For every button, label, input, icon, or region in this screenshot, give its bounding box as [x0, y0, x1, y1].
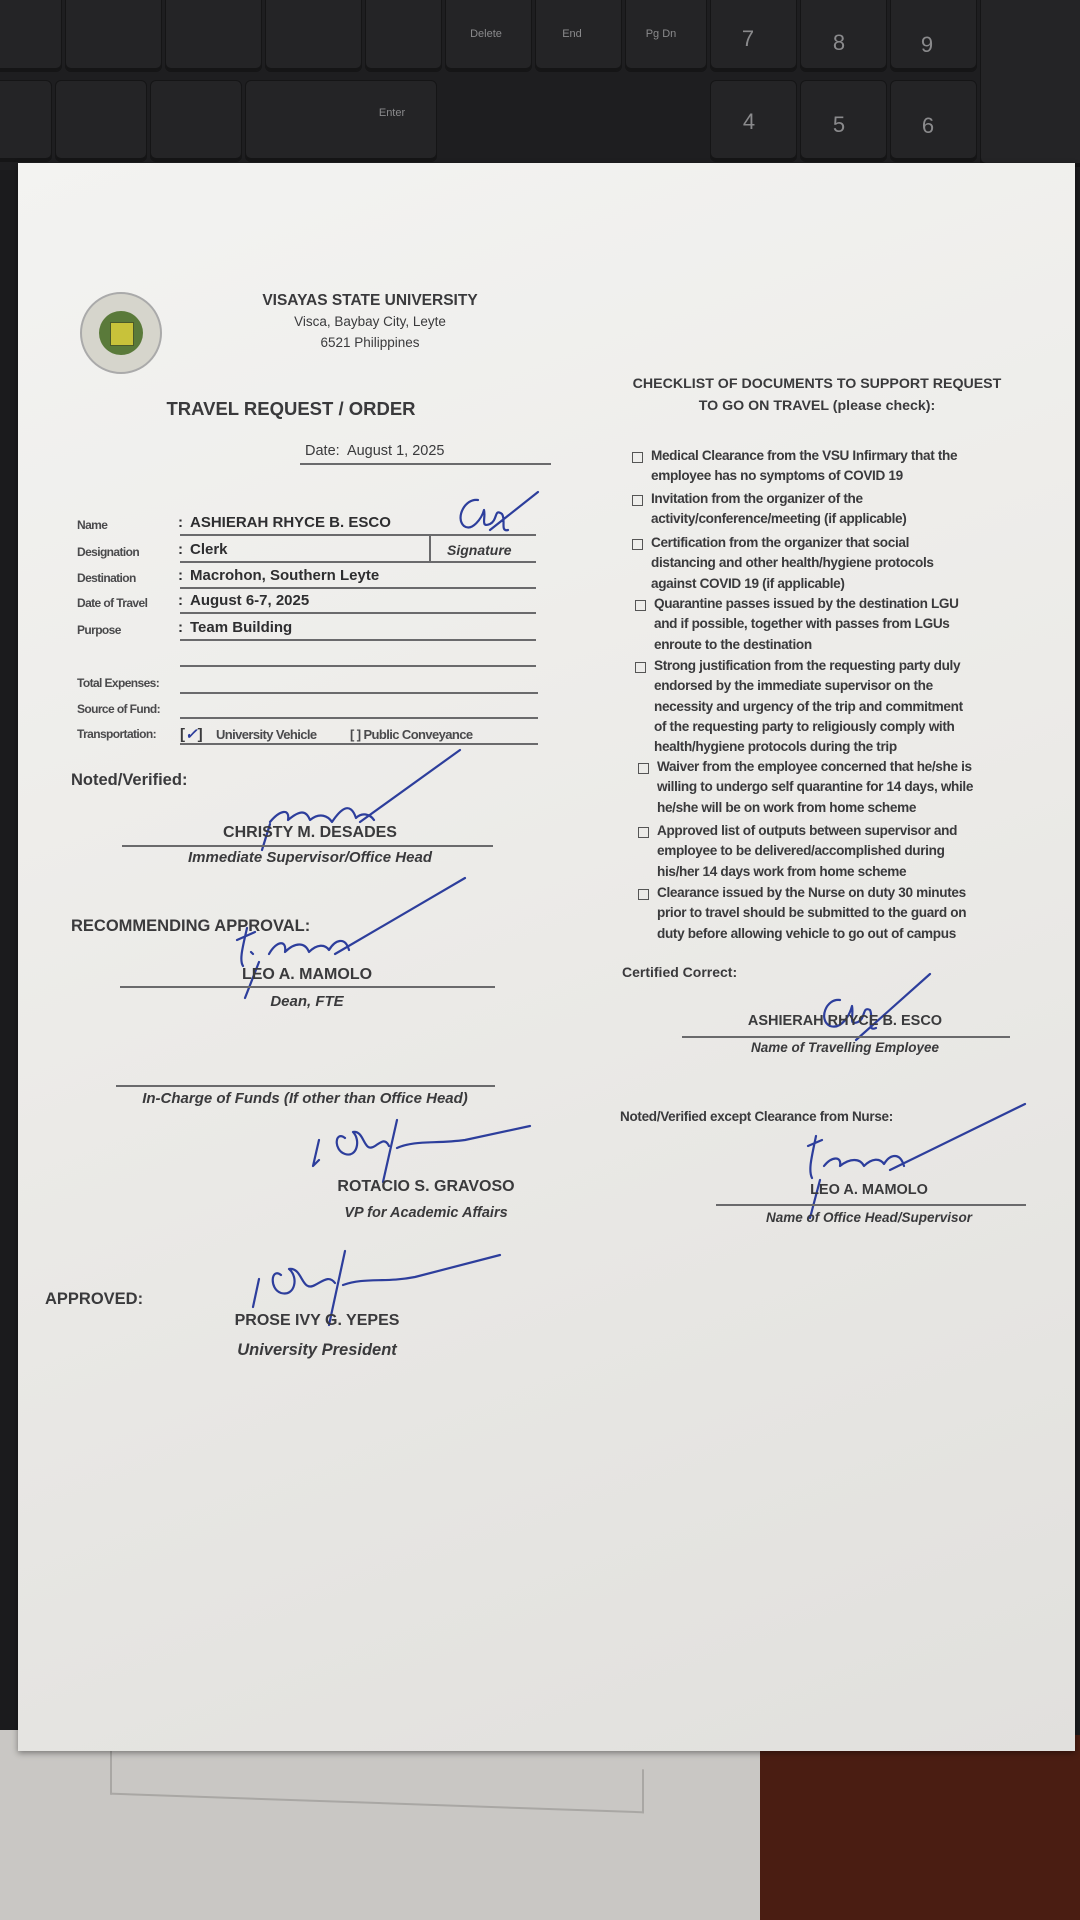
vp-title: VP for Academic Affairs	[344, 1205, 508, 1221]
checklist-heading-2: TO GO ON TRAVEL (please check):	[698, 398, 936, 414]
checklist-checkbox[interactable]	[635, 662, 646, 673]
checklist-checkbox[interactable]	[632, 495, 643, 506]
checklist-item-text: employee to be delivered/accomplished during	[657, 843, 945, 859]
checklist-item-text: duty before allowing vehicle to go out of campus	[657, 925, 956, 941]
date-of-travel-label: Date of Travel	[77, 596, 148, 610]
key	[55, 80, 147, 162]
checklist-item-text: he/she will be on work from home scheme	[657, 799, 917, 815]
key-9	[890, 0, 977, 72]
keyboard	[0, 0, 1080, 170]
checklist-item-text: Certification from the organizer that social	[651, 535, 910, 550]
checklist-item-text: Approved list of outputs between supervisor and	[657, 823, 958, 838]
university-vehicle-checkbox[interactable]: [✓]	[180, 726, 203, 743]
purpose-label: Purpose	[77, 623, 121, 637]
checklist-item-text: Strong justification from the requesting party duly	[654, 658, 961, 673]
checklist-checkbox[interactable]	[635, 600, 646, 611]
key	[0, 80, 52, 162]
form-title: TRAVEL REQUEST / ORDER	[166, 398, 416, 419]
office-head-signature-line	[716, 1204, 1026, 1206]
checklist-item-text: Clearance issued by the Nurse on duty 30 minutes	[657, 885, 966, 900]
key-plus	[980, 0, 1080, 167]
key-label: Enter	[378, 107, 406, 119]
key-label: Pg Dn	[645, 28, 677, 40]
signature-label: Signature	[447, 542, 512, 558]
checklist-item-text: Waiver from the employee concerned that he/she is	[657, 759, 972, 774]
colon: :	[178, 514, 183, 531]
transportation-label: Transportation:	[77, 727, 157, 741]
travelling-employee-title: Name of Travelling Employee	[750, 1040, 940, 1055]
key-label: 8	[832, 30, 846, 55]
checklist-item-text: of the requesting party to religiously comply with	[654, 718, 955, 734]
date-label: Date:	[305, 443, 340, 459]
date-underline	[300, 463, 551, 465]
key-label: 4	[742, 109, 756, 134]
dean-title: Dean, FTE	[270, 993, 344, 1010]
destination-underline	[180, 587, 536, 589]
president-title: University President	[237, 1341, 397, 1359]
source-of-fund-label: Source of Fund:	[77, 702, 160, 716]
signature-divider	[429, 534, 431, 562]
checklist-checkbox[interactable]	[638, 827, 649, 838]
in-charge-of-funds-title: In-Charge of Funds (If other than Office Head)	[142, 1090, 468, 1107]
checklist-checkbox[interactable]	[638, 889, 649, 900]
checklist-item-text: necessity and urgency of the trip and commitment	[654, 698, 963, 714]
supervisor-signature-line	[122, 845, 493, 847]
checklist-heading: CHECKLIST OF DOCUMENTS TO SUPPORT REQUEST	[632, 376, 1002, 392]
purpose-value: Team Building	[190, 619, 293, 636]
name-label: Name	[77, 518, 108, 532]
source-of-fund-underline	[180, 717, 538, 719]
employee-signature-certified	[800, 970, 940, 1050]
designation-label: Designation	[77, 545, 140, 559]
key	[365, 0, 442, 72]
office-head-name: LEO A. MAMOLO	[810, 1182, 928, 1198]
noted-except-nurse-label: Noted/Verified except Clearance from Nurse:	[620, 1109, 893, 1124]
checklist-item-text: Medical Clearance from the VSU Infirmary that the	[651, 448, 958, 463]
colon: :	[178, 592, 183, 609]
date-of-travel-value: August 6-7, 2025	[190, 592, 310, 609]
employee-signature-line	[682, 1036, 1010, 1038]
date-field	[305, 443, 445, 459]
checklist-item-text: and if possible, together with passes from LGUs	[654, 616, 950, 632]
certified-correct-label: Certified Correct:	[622, 964, 738, 980]
supervisor-title: Immediate Supervisor/Office Head	[188, 849, 432, 866]
checklist-item-text: against COVID 19 (if applicable)	[651, 575, 845, 591]
checklist-checkbox[interactable]	[632, 539, 643, 550]
recommending-approval-label: RECOMMENDING APPROVAL:	[71, 917, 311, 935]
key	[0, 0, 62, 72]
dean-signature-line	[120, 986, 495, 988]
checklist-item-text: Quarantine passes issued by the destination LGU	[654, 596, 959, 611]
date-of-travel-underline	[180, 612, 536, 614]
desk-surface	[760, 1735, 1080, 1920]
key-label: 5	[832, 112, 846, 137]
checklist-item-text: health/hygiene protocols during the trip	[654, 739, 897, 755]
checklist-item-text: endorsed by the immediate supervisor on the	[654, 678, 933, 694]
university-name: VISAYAS STATE UNIVERSITY	[262, 292, 478, 309]
checklist-item-text: his/her 14 days work from home scheme	[657, 863, 907, 879]
approved-label: APPROVED:	[45, 1290, 144, 1308]
checklist-item-text: enroute to the destination	[654, 636, 812, 652]
purpose-underline	[180, 639, 536, 641]
table-outline	[110, 1751, 644, 1814]
purpose-underline-2	[180, 665, 536, 667]
office-head-title: Name of Office Head/Supervisor	[765, 1210, 973, 1225]
key-enter	[245, 80, 437, 162]
destination-value: Macrohon, Southern Leyte	[190, 567, 380, 584]
underlying-paper	[0, 1730, 770, 1920]
university-vehicle-label: University Vehicle	[216, 727, 317, 742]
noted-verified-label: Noted/Verified:	[71, 771, 188, 789]
public-conveyance-option[interactable]: [ ] Public Conveyance	[350, 727, 473, 742]
checklist-item-text: distancing and other health/hygiene protocols	[651, 555, 934, 571]
president-name: PROSE IVY G. YEPES	[234, 1312, 400, 1329]
checklist-item-text: willing to undergo self quarantine for 14 days, while	[657, 779, 974, 795]
key	[165, 0, 262, 72]
designation-value: Clerk	[190, 541, 228, 558]
designation-underline	[180, 561, 536, 563]
checklist-item-text: prior to travel should be submitted to the guard on	[657, 905, 967, 921]
total-expenses-label: Total Expenses:	[77, 676, 160, 690]
key-label: 6	[921, 113, 935, 138]
key-label: Delete	[470, 28, 502, 40]
checklist-item-text: Invitation from the organizer of the	[651, 491, 863, 506]
checklist-checkbox[interactable]	[632, 452, 643, 463]
checklist-item-text: activity/conference/meeting (if applicable)	[651, 511, 907, 527]
university-address-2: 6521 Philippines	[320, 335, 420, 350]
key	[265, 0, 362, 72]
key	[150, 80, 242, 162]
colon: :	[178, 541, 183, 558]
key-label: 9	[920, 32, 934, 57]
name-value: ASHIERAH RHYCE B. ESCO	[190, 514, 391, 531]
vp-name: ROTACIO S. GRAVOSO	[337, 1178, 515, 1195]
employee-signature	[450, 488, 540, 538]
checklist-item-text: employee has no symptoms of COVID 19	[651, 468, 903, 484]
colon: :	[178, 567, 183, 584]
key-label: 7	[741, 26, 755, 51]
checklist-checkbox[interactable]	[638, 763, 649, 774]
key	[65, 0, 162, 72]
destination-label: Destination	[77, 571, 136, 585]
travelling-employee-name: ASHIERAH RHYCE B. ESCO	[747, 1013, 943, 1029]
colon: :	[178, 619, 183, 636]
total-expenses-underline	[180, 692, 538, 694]
university-seal-logo	[80, 292, 162, 374]
funds-signature-line	[116, 1085, 495, 1087]
supervisor-name: CHRISTY M. DESADES	[223, 824, 397, 841]
dean-name: LEO A. MAMOLO	[241, 966, 373, 983]
key-label: End	[562, 28, 582, 40]
university-address: Visca, Baybay City, Leyte	[294, 314, 446, 329]
date-value: August 1, 2025	[346, 443, 445, 459]
